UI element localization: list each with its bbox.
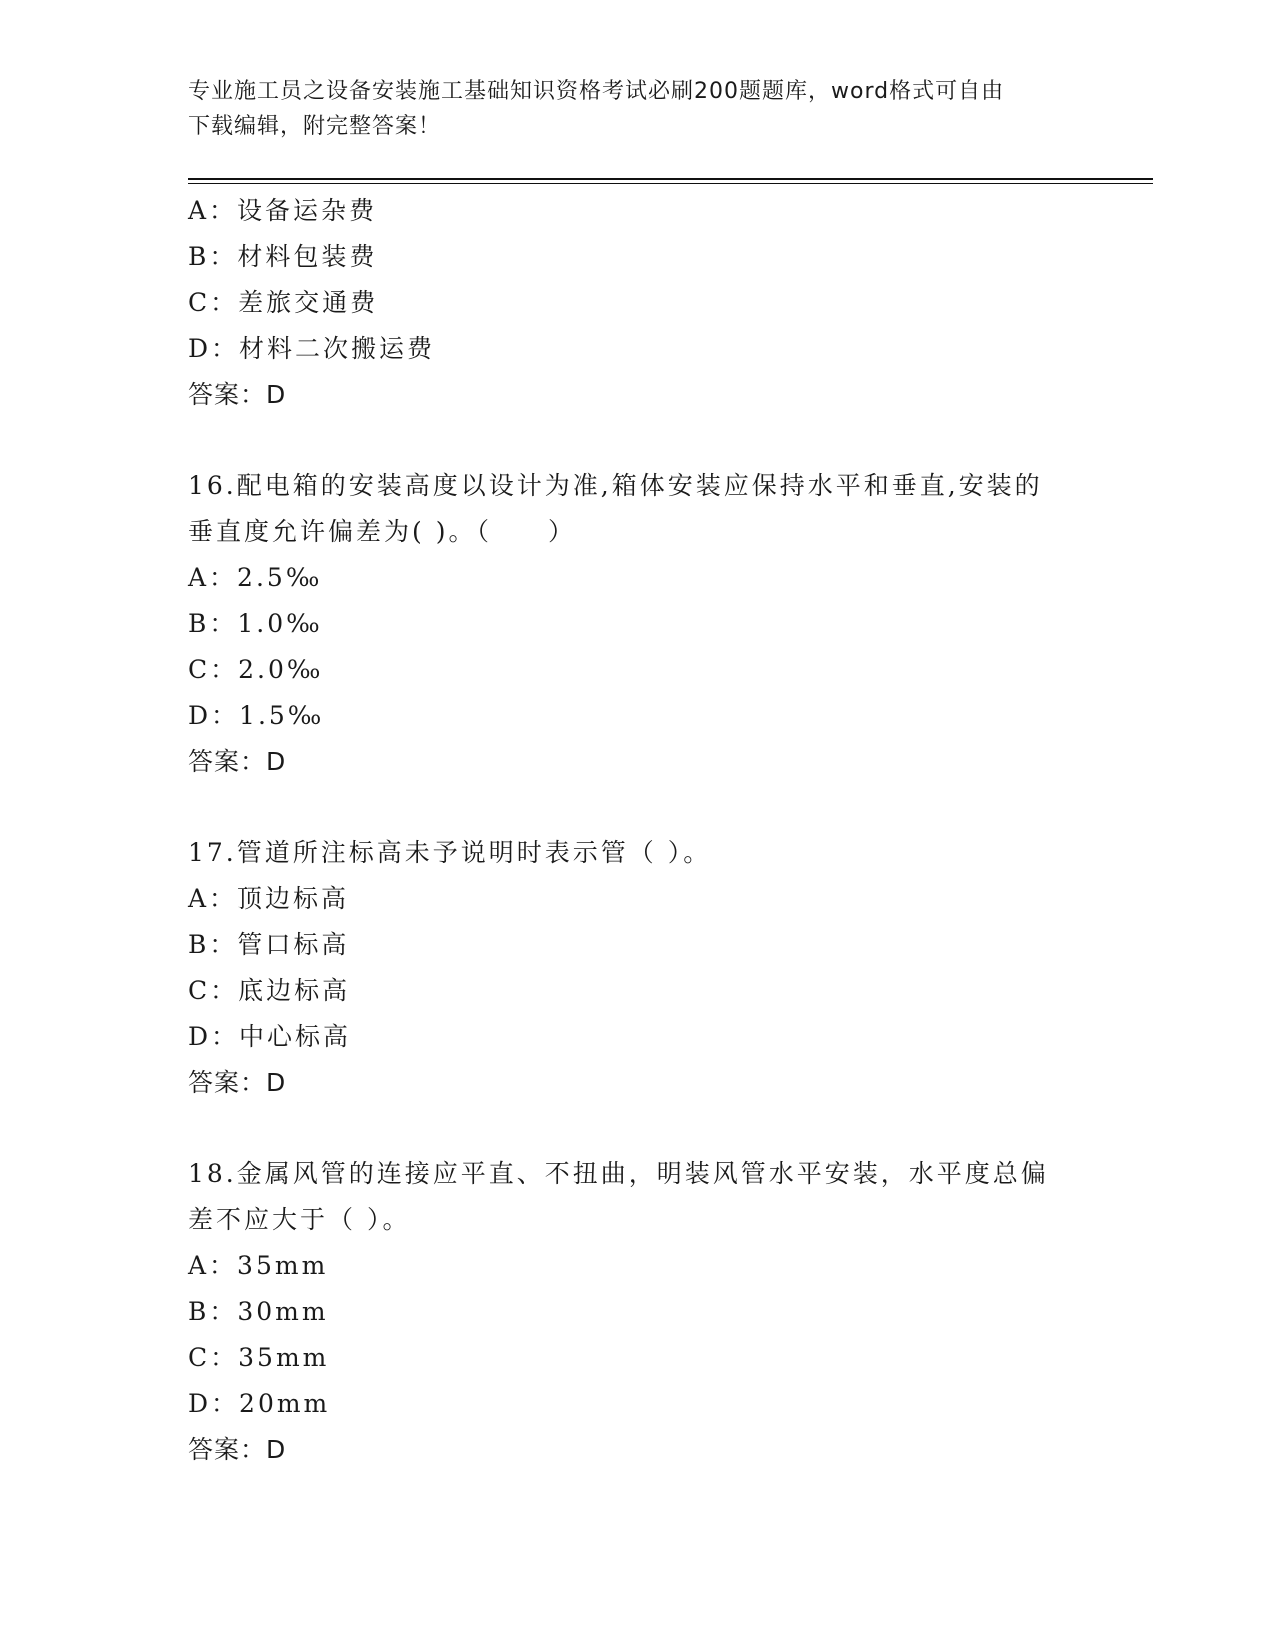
question-16: [188, 463, 1088, 785]
spacer: [188, 785, 1088, 830]
option-a: A：2.5‰: [188, 563, 323, 592]
question-stem-line-1: 18.金属风管的连接应平直、不扭曲，明装风管水平安装，水平度总偏: [188, 1159, 1049, 1188]
answer: 答案：D: [188, 1435, 287, 1464]
answer: 答案：D: [188, 1068, 287, 1097]
question-17: [188, 830, 1088, 1106]
header-line-1: 专业施工员之设备安装施工基础知识资格考试必刷200题题库，word格式可自由: [188, 79, 1005, 104]
option-b: B：管口标高: [188, 930, 350, 959]
answer: 答案：D: [188, 747, 287, 776]
option-c: C：差旅交通费: [188, 288, 379, 317]
answer: 答案：D: [188, 380, 287, 409]
question-stem-line-2: 垂直度允许偏差为( )。（ ）: [188, 517, 576, 546]
question-stem-line-2: 差不应大于（ ）。: [188, 1205, 411, 1234]
question-15: [188, 188, 1088, 418]
header-line-2: 下载编辑，附完整答案！: [188, 114, 442, 139]
option-a: A：设备运杂费: [188, 196, 378, 225]
question-stem-line-1: 16.配电箱的安装高度以设计为准,箱体安装应保持水平和垂直,安装的: [188, 471, 1043, 500]
question-list: [188, 188, 1088, 1473]
option-b: B：1.0‰: [188, 609, 323, 638]
question-stem: [188, 1151, 1088, 1243]
spacer: [188, 1106, 1088, 1151]
option-b: B：材料包装费: [188, 242, 378, 271]
option-d: D：材料二次搬运费: [188, 334, 436, 363]
option-a: A：顶边标高: [188, 884, 350, 913]
option-c: C：底边标高: [188, 976, 351, 1005]
option-b: B：30mm: [188, 1297, 329, 1326]
header-rule-thin: [188, 183, 1153, 184]
option-c: C：35mm: [188, 1343, 330, 1372]
spacer: [188, 418, 1088, 463]
document-header: [188, 74, 1088, 144]
question-stem-line-1: 17.管道所注标高未予说明时表示管（ ）。: [188, 838, 712, 867]
option-d: D：中心标高: [188, 1022, 352, 1051]
question-18: [188, 1151, 1088, 1473]
option-c: C：2.0‰: [188, 655, 324, 684]
option-d: D：20mm: [188, 1389, 331, 1418]
question-stem: [188, 830, 1088, 876]
option-d: D：1.5‰: [188, 701, 325, 730]
question-stem: [188, 463, 1088, 555]
option-a: A：35mm: [188, 1251, 329, 1280]
header-rule-thick: [188, 178, 1153, 180]
